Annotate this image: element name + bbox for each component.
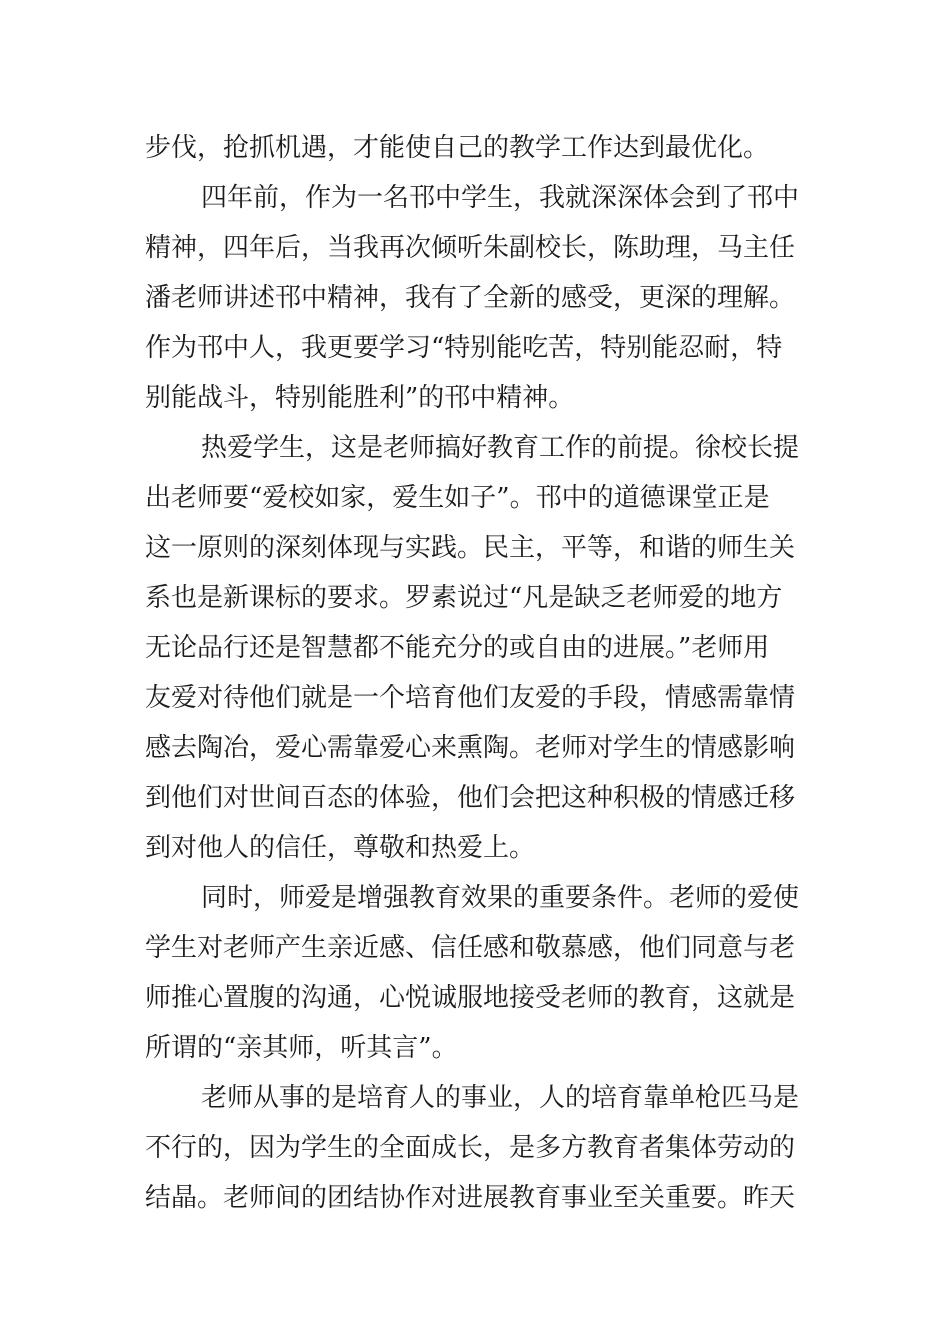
text-line: 步伐，抢抓机遇，才能使自己的教学工作达到最优化。 — [145, 133, 770, 163]
paragraph-start-line: 老师从事的是培育人的事业，人的培育靠单枪匹马是 — [201, 1083, 800, 1113]
text-line: 到他们对世间百态的体验，他们会把这种积极的情感迁移 — [145, 783, 796, 813]
text-line: 别能战斗，特别能胜利”的邗中精神。 — [145, 383, 575, 413]
text-line: 所谓的“亲其师，听其言”。 — [145, 1033, 458, 1063]
text-line: 友爱对待他们就是一个培育他们友爱的手段，情感需靠情 — [145, 683, 796, 713]
text-line: 师推心置腹的沟通，心悦诚服地接受老师的教育，这就是 — [145, 983, 796, 1013]
text-line: 感去陶冶，爱心需靠爱心来熏陶。老师对学生的情感影响 — [145, 733, 796, 763]
text-line: 无论品行还是智慧都不能充分的或自由的进展。”老师用 — [145, 633, 770, 663]
text-line: 这一原则的深刻体现与实践。民主，平等，和谐的师生关 — [145, 533, 796, 563]
text-line: 到对他人的信任，尊敬和热爱上。 — [145, 833, 536, 863]
paragraph-start-line: 热爱学生，这是老师搞好教育工作的前提。徐校长提 — [201, 433, 800, 463]
text-line: 学生对老师产生亲近感、信任感和敬慕感，他们同意与老 — [145, 933, 796, 963]
text-line: 潘老师讲述邗中精神，我有了全新的感受，更深的理解。 — [145, 283, 796, 313]
text-line: 结晶。老师间的团结协作对进展教育事业至关重要。昨天 — [145, 1183, 796, 1213]
paragraph-start-line: 四年前，作为一名邗中学生，我就深深体会到了邗中 — [201, 183, 800, 213]
text-line: 系也是新课标的要求。罗素说过“凡是缺乏老师爱的地方 — [145, 583, 783, 613]
text-line: 出老师要“爱校如家，爱生如子”。邗中的道德课堂正是 — [145, 483, 770, 513]
paragraph-start-line: 同时，师爱是增强教育效果的重要条件。老师的爱使 — [201, 883, 800, 913]
text-line: 不行的，因为学生的全面成长，是多方教育者集体劳动的 — [145, 1133, 796, 1163]
text-line: 作为邗中人，我更要学习“特别能吃苦，特别能忍耐，特 — [145, 333, 783, 363]
document-body — [145, 123, 810, 1223]
text-line: 精神，四年后，当我再次倾听朱副校长，陈助理，马主任 — [145, 233, 796, 263]
